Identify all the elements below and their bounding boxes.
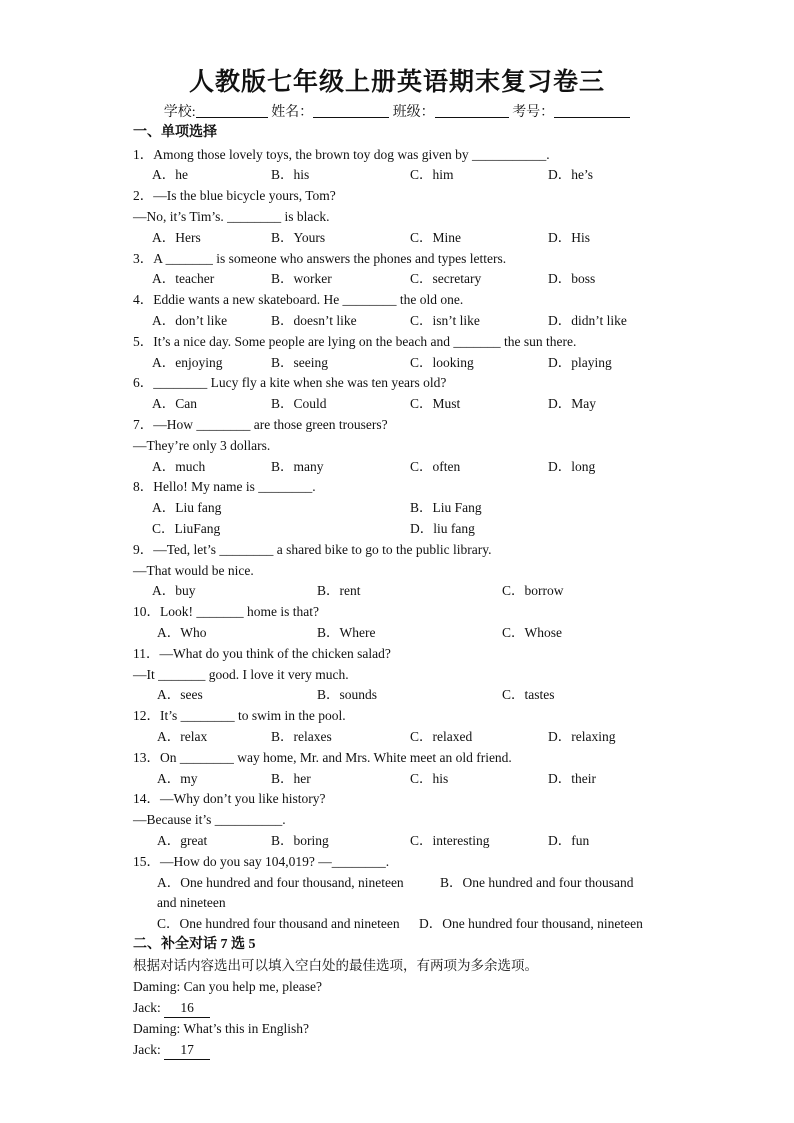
option[interactable]: A．One hundred and four thousand, nineteen [157, 875, 404, 890]
question-stem: 2．—Is the blue bicycle yours, Tom? [133, 188, 336, 203]
option[interactable]: D．fun [548, 833, 590, 848]
option[interactable]: C．interesting [410, 833, 490, 848]
option[interactable]: A．Hers [152, 230, 201, 245]
option[interactable]: C．relaxed [410, 729, 473, 744]
dialogue-line [133, 1041, 210, 1060]
option[interactable]: C．Must [410, 396, 461, 411]
option[interactable]: D．boss [548, 271, 596, 286]
option[interactable]: D．playing [548, 355, 612, 370]
question-stem: 9．—Ted, let’s ________ a shared bike to go to the public library. [133, 542, 492, 557]
dialogue-text: Can you help me, please? [183, 979, 322, 994]
option[interactable]: C．his [410, 771, 449, 786]
option[interactable]: A．my [157, 771, 198, 786]
option[interactable]: B．doesn’t like [271, 313, 357, 328]
class-blank[interactable] [435, 103, 509, 118]
speaker: Daming: [133, 979, 181, 994]
option[interactable]: B．his [271, 167, 310, 182]
option[interactable]: B．worker [271, 271, 332, 286]
page-title: 人教版七年级上册英语期末复习卷三 [188, 69, 605, 96]
school-blank[interactable] [196, 103, 268, 118]
name-blank[interactable] [313, 103, 389, 118]
section2-instruction: 根据对话内容选出可以填入空白处的最佳选项，有两项为多余选项。 [133, 958, 538, 973]
option[interactable]: B．Yours [271, 230, 326, 245]
option[interactable]: C．often [410, 459, 461, 474]
option[interactable]: B．Where [317, 625, 376, 640]
question-stem: 1．Among those lovely toys, the brown toy dog was given by ___________. [133, 147, 550, 162]
answer-blank[interactable]: 16 [164, 999, 210, 1018]
question-stem: 13．On ________ way home, Mr. and Mrs. White meet an old friend. [133, 750, 512, 765]
student-info-line [0, 101, 794, 121]
option[interactable]: B．Could [271, 396, 327, 411]
option[interactable]: B．rent [317, 583, 361, 598]
option[interactable]: A．don’t like [152, 313, 228, 328]
school-label: 学校: [163, 105, 196, 120]
question-stem: —Because it’s __________. [133, 812, 286, 827]
class-label: 班级： [392, 105, 435, 120]
number-blank[interactable] [554, 103, 630, 118]
question-stem: —They’re only 3 dollars. [133, 438, 271, 453]
question-stem: 3．A _______ is someone who answers the phones and types letters. [133, 251, 507, 266]
question-stem: 7．—How ________ are those green trousers? [133, 417, 388, 432]
option[interactable]: B．her [271, 771, 311, 786]
question-stem: 15．—How do you say 104,019? —________. [133, 854, 390, 869]
option[interactable]: A．relax [157, 729, 208, 744]
option[interactable]: B．sounds [317, 687, 378, 702]
question-stem: 10．Look! _______ home is that? [133, 604, 319, 619]
option[interactable]: A．Can [152, 396, 197, 411]
speaker: Daming: [133, 1021, 181, 1036]
dialogue-line [133, 999, 210, 1018]
section2-heading: 二、补全对话 7 选 5 [133, 937, 256, 952]
question-stem: 12．It’s ________ to swim in the pool. [133, 708, 346, 723]
option[interactable]: D．their [548, 771, 596, 786]
option[interactable]: D．His [548, 230, 591, 245]
option[interactable]: C．borrow [502, 583, 564, 598]
option[interactable]: D．he’s [548, 167, 593, 182]
option[interactable]: B．boring [271, 833, 329, 848]
option[interactable]: D．didn’t like [548, 313, 627, 328]
option[interactable]: C．secretary [410, 271, 482, 286]
option[interactable]: C．looking [410, 355, 474, 370]
option[interactable]: B．One hundred and four thousand [440, 875, 634, 890]
dialogue-line [133, 978, 322, 996]
section1-heading: 一、单项选择 [133, 125, 217, 140]
option[interactable]: D．May [548, 396, 596, 411]
question-stem: 14．—Why don’t you like history? [133, 791, 326, 806]
option[interactable]: A．Who [157, 625, 207, 640]
option[interactable]: A．great [157, 833, 208, 848]
option-continuation: and nineteen [157, 895, 226, 910]
option[interactable]: B．seeing [271, 355, 328, 370]
speaker: Jack: [133, 1042, 161, 1057]
option[interactable]: D．One hundred four thousand, nineteen [419, 916, 643, 931]
option[interactable]: B．Liu Fang [410, 500, 482, 515]
question-stem: 6．________ Lucy fly a kite when she was ten years old? [133, 375, 447, 390]
option[interactable]: B．relaxes [271, 729, 332, 744]
option[interactable]: C．him [410, 167, 454, 182]
option[interactable]: A．sees [157, 687, 203, 702]
option[interactable]: C．Whose [502, 625, 562, 640]
option[interactable]: D．long [548, 459, 596, 474]
option[interactable]: C．isn’t like [410, 313, 480, 328]
option[interactable]: A．teacher [152, 271, 215, 286]
option[interactable]: C．One hundred four thousand and nineteen [157, 916, 400, 931]
question-stem: —It _______ good. I love it very much. [133, 667, 349, 682]
question-stem: 8．Hello! My name is ________. [133, 479, 316, 494]
number-label: 考号： [512, 105, 555, 120]
question-stem: 11．—What do you think of the chicken salad? [133, 646, 391, 661]
option[interactable]: A．buy [152, 583, 196, 598]
option[interactable]: A．enjoying [152, 355, 223, 370]
option[interactable]: B．many [271, 459, 324, 474]
name-label: 姓名： [271, 105, 314, 120]
question-stem: 4．Eddie wants a new skateboard. He ________ the old one. [133, 292, 464, 307]
question-stem: 5．It’s a nice day. Some people are lying on the beach and _______ the sun there. [133, 334, 577, 349]
option[interactable]: C．LiuFang [152, 521, 221, 536]
option[interactable]: C．tastes [502, 687, 555, 702]
answer-blank[interactable]: 17 [164, 1041, 210, 1060]
option[interactable]: A．Liu fang [152, 500, 222, 515]
option[interactable]: C．Mine [410, 230, 462, 245]
option[interactable]: D．relaxing [548, 729, 616, 744]
dialogue-line [133, 1020, 309, 1038]
question-stem: —That would be nice. [133, 563, 254, 578]
dialogue-text: What’s this in English? [183, 1021, 310, 1036]
question-stem: —No, it’s Tim’s. ________ is black. [133, 209, 330, 224]
option[interactable]: D．liu fang [410, 521, 475, 536]
option[interactable]: A．much [152, 459, 206, 474]
option[interactable]: A．he [152, 167, 188, 182]
speaker: Jack: [133, 1000, 161, 1015]
